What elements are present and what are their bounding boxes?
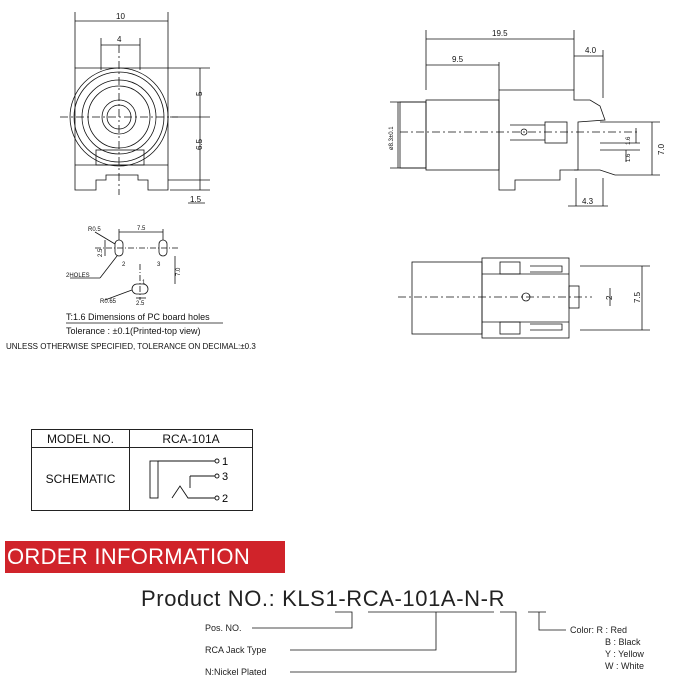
note-general-tolerance: UNLESS OTHERWISE SPECIFIED, TOLERANCE ON DECIMAL:±0.3 [6,342,256,351]
dim-h2: 6.5 [195,138,204,150]
dim-tail: 4.0 [585,46,597,55]
pin-1: 1 [222,456,229,468]
dim-h3-side: 7.0 [657,143,666,155]
dim-diameter: ø8.3±0.1 [389,126,395,150]
pcb-70: 7.0 [176,267,182,276]
part-dash-2: - [456,586,465,611]
legend-black: B : Black [605,637,641,647]
pin-3: 3 [222,471,229,483]
model-value: RCA-101A [130,430,253,448]
pcb-n1: 1 [142,280,146,286]
order-leader-lines [252,612,566,672]
schematic-label: SCHEMATIC [32,448,130,511]
schematic-cell [130,448,253,511]
dim-h2-side: 1.6 [626,153,632,162]
pcb-r05: R0.5 [88,227,101,233]
legend-plating: N:Nickel Plated [205,667,267,677]
side-view [390,30,660,206]
pcb-75: 7.5 [137,226,146,232]
dim-pin: 4.3 [582,197,594,206]
pcb-n3: 3 [157,262,161,268]
legend-pos: Pos. NO. [205,623,242,633]
order-information-title: ORDER INFORMATION [5,541,285,573]
model-label: MODEL NO. [32,430,130,448]
dim-h3: 1.5 [190,195,202,204]
dim-length: 19.5 [492,29,508,38]
legend-yellow: Y : Yellow [605,649,644,659]
pcb-r065: R0.65 [100,299,117,305]
part-color: R [488,586,506,611]
legend-color: Color: R : Red [570,625,628,635]
note-board-holes: T:1.6 Dimensions of PC board holes [66,312,210,322]
legend-type: RCA Jack Type [205,645,267,655]
part-kls: KLS [282,586,326,611]
model-table [31,429,253,511]
front-view [60,12,210,203]
top-d2: 2 [605,295,614,300]
product-number [141,586,505,612]
dim-h1-side: 1.6 [626,136,632,145]
pcb-25a: 2.5 [98,248,104,257]
part-type: RCA-101A [346,586,457,611]
pin-2: 2 [222,493,229,505]
top-d75: 7.5 [633,291,642,303]
dim-inner: 4 [117,35,122,44]
dim-width: 10 [116,12,125,21]
part-dash-3: - [480,586,489,611]
legend-white: W : White [605,661,645,671]
note-tolerance: Tolerance : ±0.1(Printed-top view) [66,326,201,336]
pcb-25b: 2.5 [136,301,145,307]
dim-h1: 5 [195,91,204,96]
product-label: Product NO.: [141,586,283,611]
pcb-2holes: 2HOLES [66,273,90,279]
pcb-n2: 2 [122,262,126,268]
schematic-symbol [130,448,252,510]
dim-body: 9.5 [452,55,464,64]
part-pos: 1 [325,586,339,611]
part-dash-1: - [338,586,347,611]
part-plating: N [464,586,481,611]
